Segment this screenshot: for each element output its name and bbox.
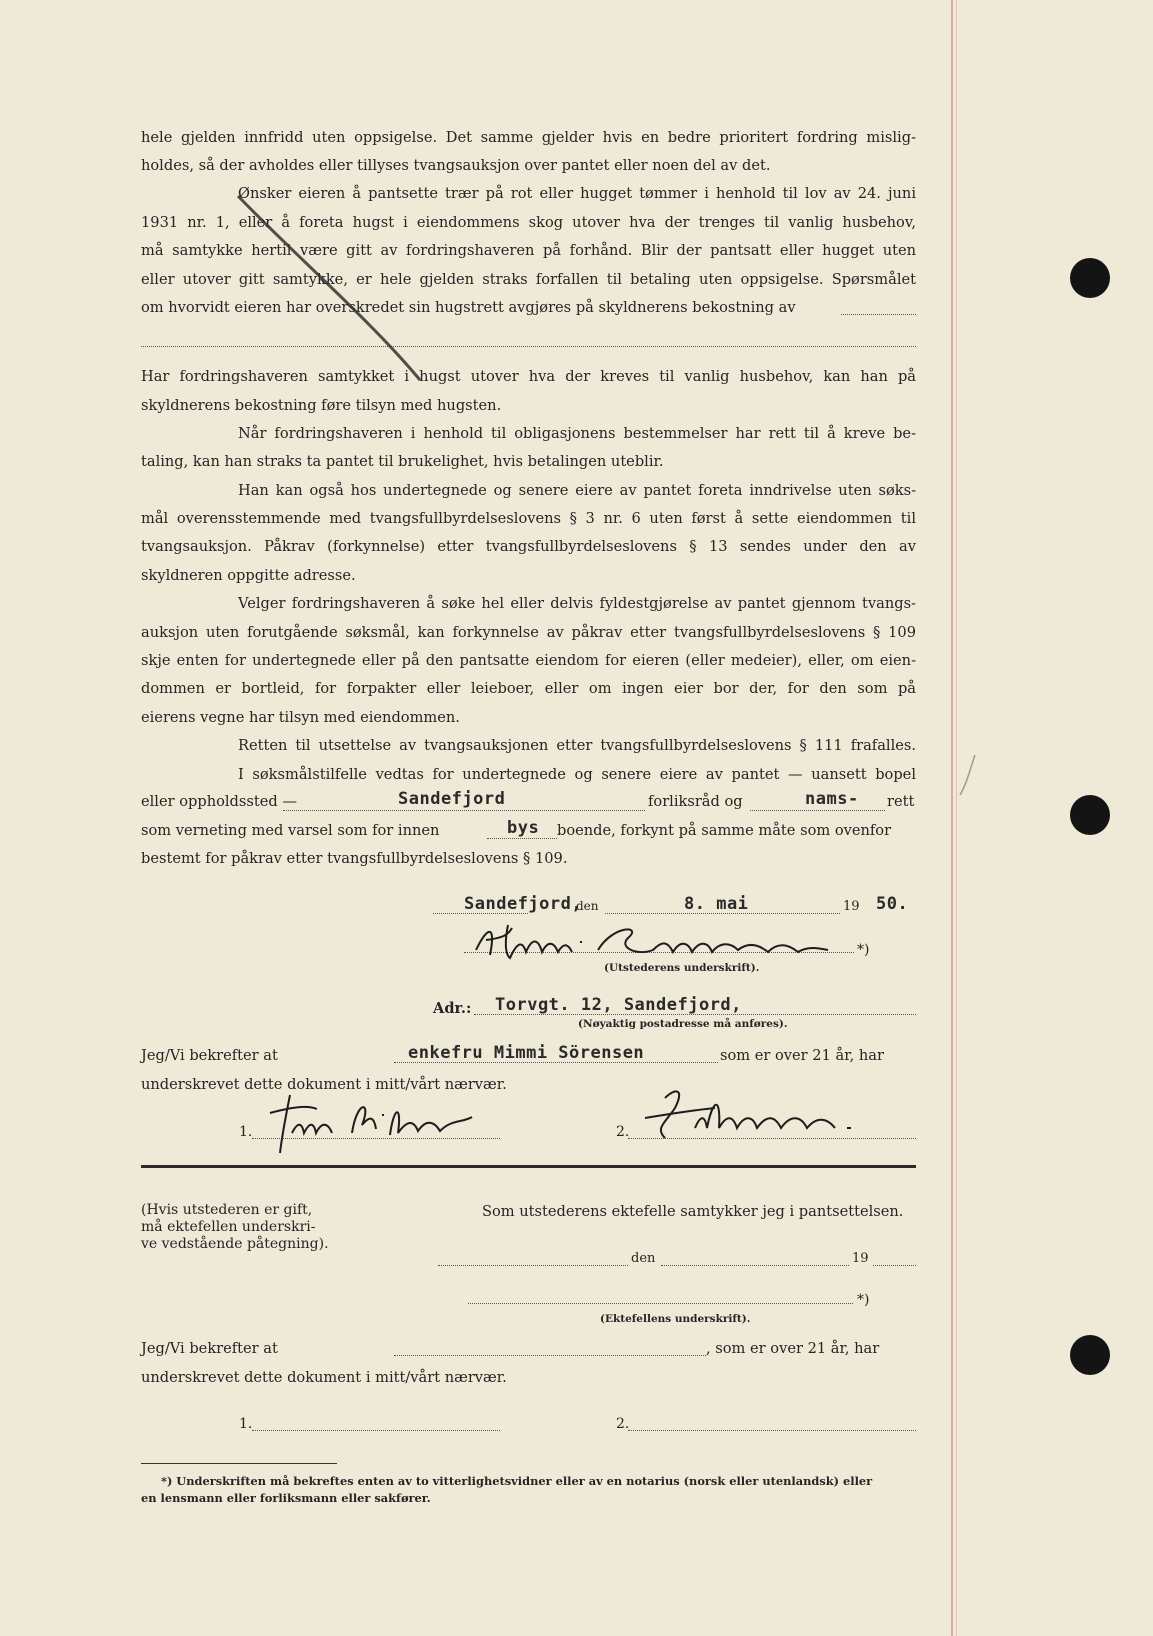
- text-line: Jeg/Vi bekrefter at: [141, 1340, 278, 1357]
- text-line: skyldnerens bekostning føre tilsyn med hugsten.: [141, 397, 502, 414]
- text-line: rett: [887, 793, 915, 810]
- text-line: taling, kan han straks ta pantet til brukelighet, hvis betalingen uteblir.: [141, 453, 664, 470]
- sig-footnote-mark: *): [857, 942, 870, 958]
- witness-2-number: 2.: [616, 1416, 630, 1432]
- text-line: auksjon uten forutgående søksmål, kan forkynnelse av påkrav etter tvangsfullbyrdelseslovens § 109: [141, 624, 916, 641]
- spouse-note-line: ve vedstående påtegning).: [141, 1236, 329, 1252]
- text-line: forliksråd og: [648, 793, 743, 810]
- text-line: eller oppholdssted —: [141, 793, 297, 810]
- spouse-note-line: (Hvis utstederen er gift,: [141, 1202, 313, 1218]
- address-label: Adr.:: [433, 1000, 472, 1017]
- text-line: underskrevet dette dokument i mitt/vårt nærvær.: [141, 1369, 507, 1386]
- text-line: I søksmålstilfelle vedtas for undertegnede og senere eiere av pantet — uansett bopel: [238, 766, 916, 783]
- text-line: bestemt for påkrav etter tvangsfullbyrdelseslovens § 109.: [141, 850, 568, 867]
- issuer-signature-caption: (Utstederens underskrift).: [604, 962, 760, 974]
- text-line: Han kan også hos undertegnede og senere eiere av pantet foreta inndrivelse uten søks-: [238, 482, 916, 499]
- century-label: 19: [843, 899, 860, 914]
- text-line: som verneting med varsel som for innen: [141, 822, 440, 839]
- text-line: hele gjelden innfridd uten oppsigelse. Det samme gjelder hvis en bedre prioritert fordring mislig-: [141, 129, 916, 146]
- address-caption: (Nøyaktig postadresse må anføres).: [578, 1018, 788, 1030]
- text-line: om hvorvidt eieren har overskredet sin hugstrett avgjøres på skyldnerens bekostning av: [141, 299, 796, 316]
- text-line: holdes, så der avholdes eller tillyses tvangsauksjon over pantet eller noen del av det.: [141, 157, 771, 174]
- text-line: Når fordringshaveren i henhold til obligasjonens bestemmelser har rett til å kreve be-: [238, 425, 916, 442]
- text-line: boende, forkynt på samme måte som ovenfor: [557, 822, 892, 839]
- witness-1-number: 1.: [239, 1416, 253, 1432]
- footnote-line: *) Underskriften må bekreftes enten av to vitterlighetsvidner eller av en notarius (norsk eller utenlandsk) eller: [161, 1474, 873, 1488]
- text-line: 1931 nr. 1, eller å foreta hugst i eiendommens skog utover hva der trenges til vanlig husbehov,: [141, 214, 916, 231]
- text-line: mål overensstemmende med tvangsfullbyrdelseslovens § 3 nr. 6 uten først å sette eiendommen til: [141, 510, 916, 527]
- text-line: Ønsker eieren å pantsette trær på rot eller hugget tømmer i henhold til lov av 24. juni: [238, 185, 916, 202]
- spouse-signature-caption: (Ektefellens underskrift).: [600, 1313, 751, 1325]
- century-label: 19: [852, 1251, 869, 1266]
- address-value: Torvgt. 12, Sandefjord,: [495, 995, 742, 1015]
- witness-1-number: 1.: [239, 1124, 253, 1140]
- place-value: Sandefjord,: [464, 894, 583, 914]
- den-label: den: [576, 899, 599, 913]
- text-line: , som er over 21 år, har: [706, 1340, 880, 1357]
- text-line: som er over 21 år, har: [720, 1047, 884, 1064]
- text-line: skyldneren oppgitte adresse.: [141, 567, 356, 584]
- text-line: dommen er bortleid, for forpakter eller leieboer, eller om ingen eier bor der, for den som på: [141, 680, 916, 697]
- witnessed-person-value: enkefru Mimmi Sörensen: [408, 1043, 645, 1063]
- footnote-line: en lensmann eller forliksmann eller sakfører.: [141, 1491, 431, 1505]
- text-line: Retten til utsettelse av tvangsauksjonen etter tvangsfullbyrdelseslovens § 111 frafalles.: [238, 737, 916, 754]
- sig-footnote-mark: *): [857, 1292, 870, 1308]
- spouse-note-line: må ektefellen underskri-: [141, 1219, 316, 1235]
- innen-value: bys: [507, 818, 540, 838]
- rett-value: nams-: [805, 789, 859, 809]
- year-value: 50.: [876, 894, 909, 914]
- text-line: underskrevet dette dokument i mitt/vårt nærvær.: [141, 1076, 507, 1093]
- text-line: Velger fordringshaveren å søke hel eller delvis fyldestgjørelse av pantet gjennom tvangs-: [238, 595, 916, 612]
- text-line: Har fordringshaveren samtykket i hugst utover hva der kreves til vanlig husbehov, kan han på: [141, 368, 916, 385]
- text-line: eller utover gitt samtykke, er hele gjelden straks forfallen til betaling uten oppsigelse. Spørsmålet: [141, 271, 916, 288]
- text-line: eierens vegne har tilsyn med eiendommen.: [141, 709, 460, 726]
- text-line: tvangsauksjon. Påkrav (forkynnelse) etter tvangsfullbyrdelseslovens § 13 sendes under den av: [141, 538, 916, 555]
- witness-2-number: 2.: [616, 1124, 630, 1140]
- text-line: skje enten for undertegnede eller på den pantsatte eiendom for eieren (eller medeier), eller, om eien-: [141, 652, 916, 669]
- den-label: den: [631, 1251, 656, 1266]
- day-value: 8. mai: [684, 894, 749, 914]
- spouse-consent-text: Som utstederens ektefelle samtykker jeg i pantsettelsen.: [482, 1203, 904, 1220]
- text-line: Jeg/Vi bekrefter at: [141, 1047, 278, 1064]
- forliksrad-value: Sandefjord: [398, 789, 506, 809]
- text-line: må samtykke hertil være gitt av fordringshaveren på forhånd. Blir der pantsatt eller hugget uten: [141, 242, 916, 259]
